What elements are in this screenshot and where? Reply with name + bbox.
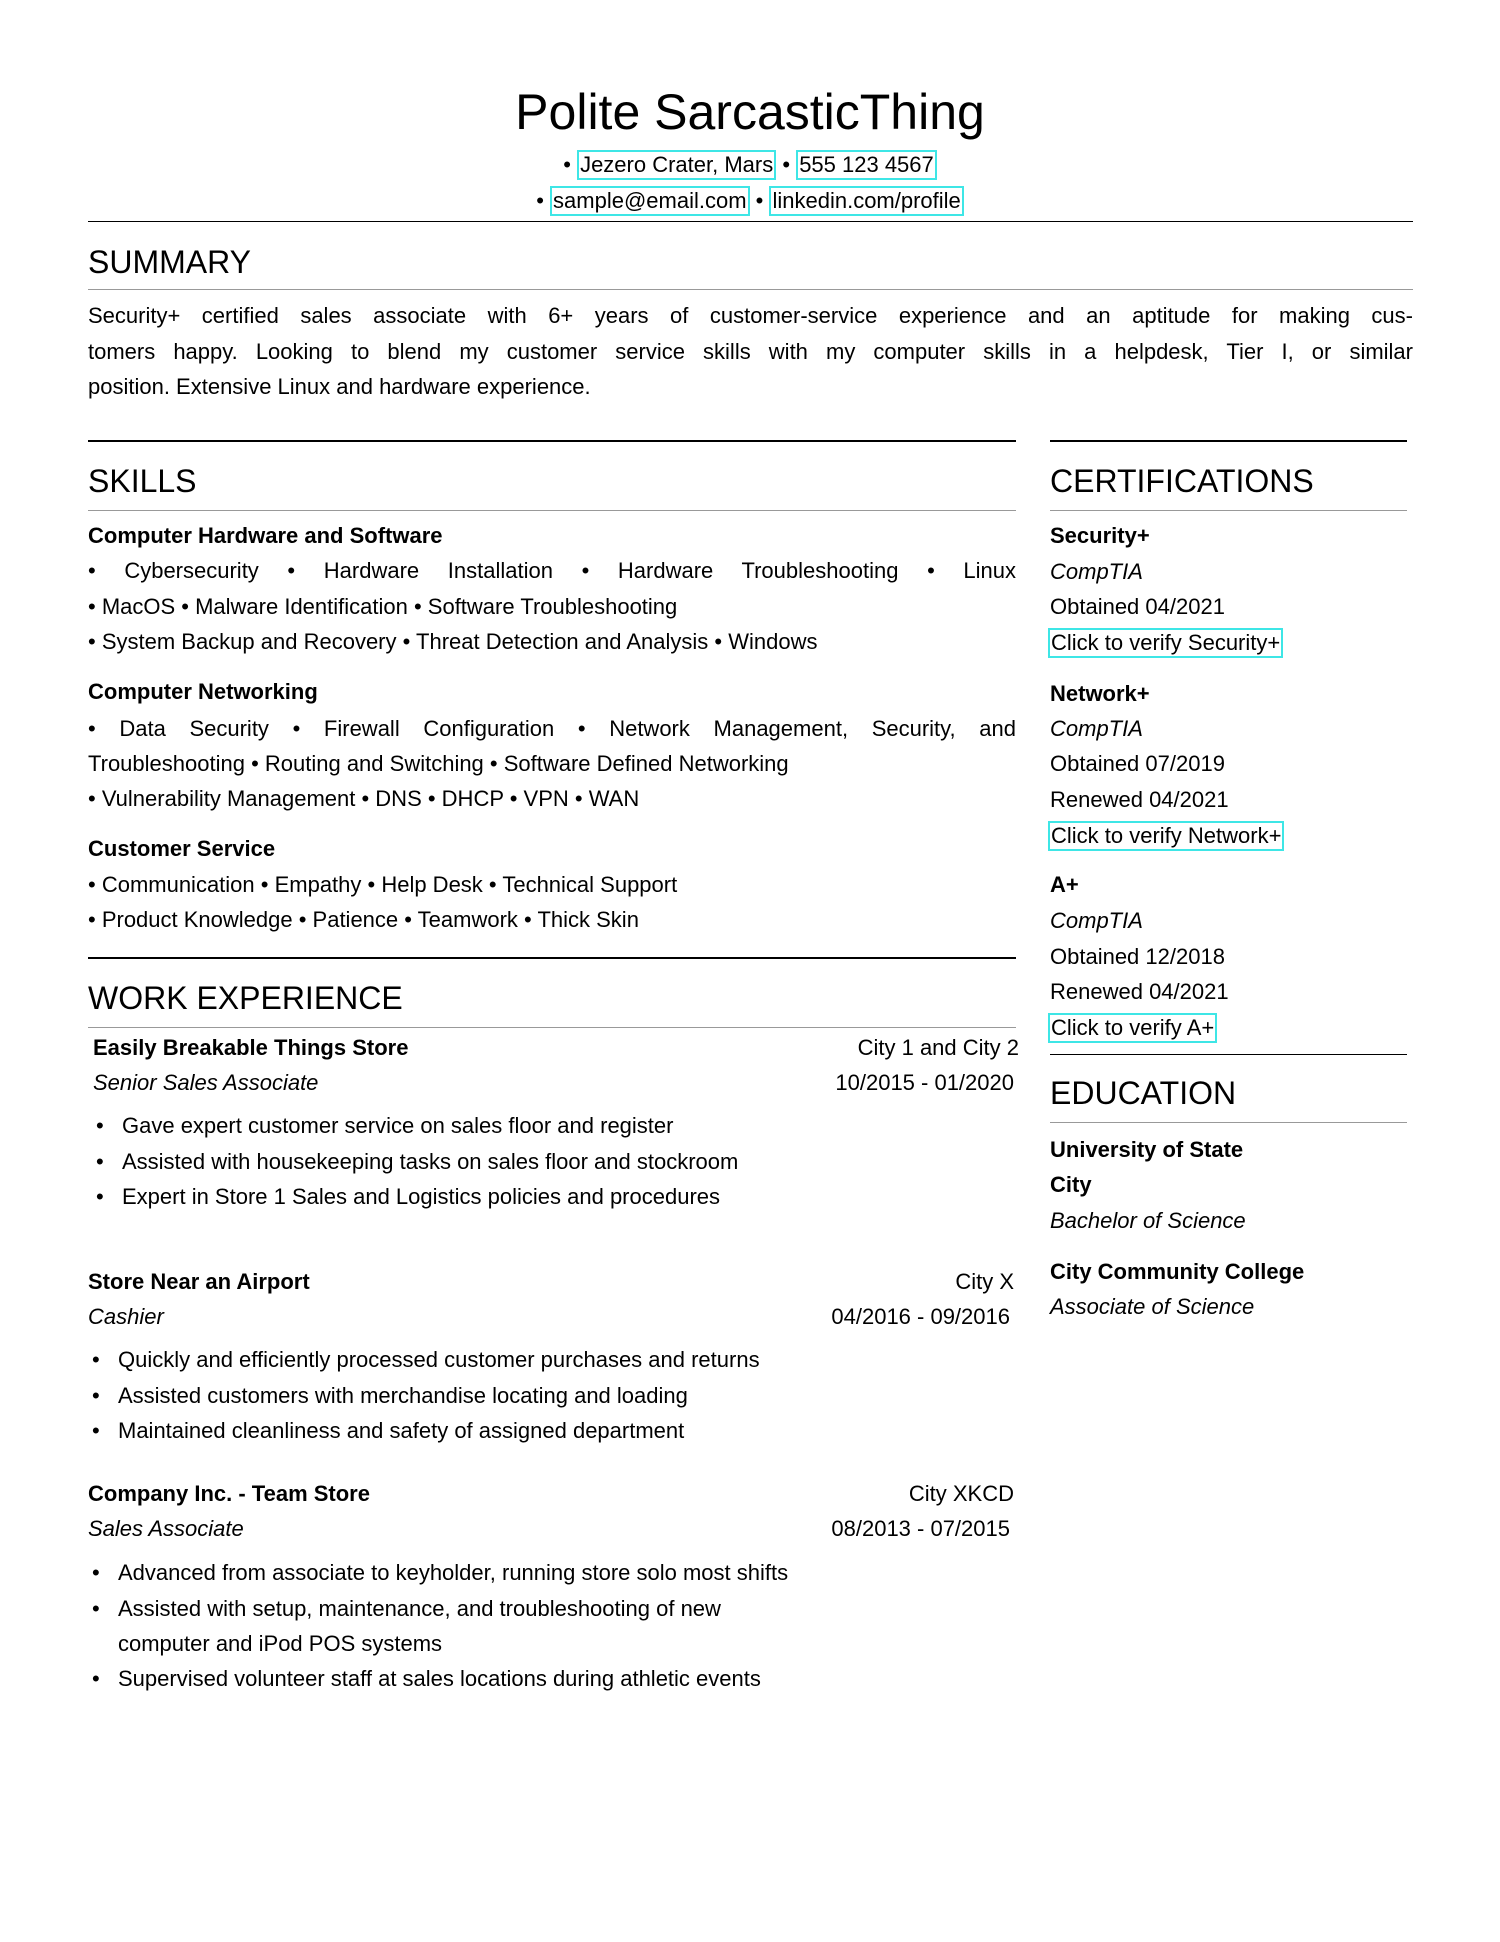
work-divider [88,1027,1016,1028]
contact-line-2 [0,183,1500,219]
skill-category-title: Computer Networking [88,679,318,704]
summary-heading: SUMMARY [88,244,251,280]
job-company: Company Inc. - Team Store [88,1481,370,1506]
school-name: City Community College [1050,1259,1305,1284]
verify-a-plus-link[interactable]: Click to verify A+ [1048,1013,1217,1043]
summary-divider [88,289,1413,290]
header-divider [88,221,1413,222]
skills-divider [88,510,1016,511]
cert-renewed: Renewed 04/2021 [1050,787,1229,812]
work-heading: WORK EXPERIENCE [88,980,403,1016]
job-bullet: Assisted with setup, maintenance, and troubleshooting of new [118,1596,721,1621]
job-bullet: Quickly and efficiently processed customer purchases and returns [118,1347,760,1372]
skill-line: • MacOS • Malware Identification • Software Troubleshooting [88,594,678,619]
job-location: City X [955,1269,1014,1294]
candidate-name: Polite SarcasticThing [515,84,985,140]
bullet-icon: • [96,1184,104,1209]
summary-line: position. Extensive Linux and hardware experience. [88,374,591,399]
skill-line: • Communication • Empathy • Help Desk • Technical Support [88,872,678,897]
skill-line: • Product Knowledge • Patience • Teamwork • Thick Skin [88,907,639,932]
verify-security-plus-link[interactable]: Click to verify Security+ [1048,628,1283,658]
job-bullet: Assisted with housekeeping tasks on sales floor and stockroom [122,1149,739,1174]
phone-link[interactable]: 555 123 4567 [796,150,937,180]
separator: • [536,188,544,213]
cert-top-rule [1050,440,1407,442]
skills-heading: SKILLS [88,463,197,499]
bullet-icon: • [92,1560,100,1585]
degree: Associate of Science [1050,1294,1255,1319]
skill-category-title: Customer Service [88,836,276,861]
job-company: Store Near an Airport [88,1269,310,1294]
skill-line: • System Backup and Recovery • Threat Detection and Analysis • Windows [88,629,818,654]
job-bullet: Expert in Store 1 Sales and Logistics policies and procedures [122,1184,721,1209]
job-dates: 08/2013 - 07/2015 [831,1516,1010,1541]
skill-line: • Vulnerability Management • DNS • DHCP • VPN • WAN [88,786,640,811]
skill-line: • Data Security • Firewall Configuration • Network Management, Security, and [88,716,1016,741]
job-title: Cashier [88,1304,164,1329]
school-name: University of State [1050,1137,1244,1162]
job-company: Easily Breakable Things Store [93,1035,409,1060]
skill-line: Troubleshooting • Routing and Switching • Software Defined Networking [88,751,789,776]
job-bullet: Gave expert customer service on sales floor and register [122,1113,674,1138]
location-link[interactable]: Jezero Crater, Mars [577,150,776,180]
work-top-rule [88,957,1016,959]
job-location: City 1 and City 2 [857,1035,1019,1060]
bullet-icon: • [96,1149,104,1174]
cert-name: A+ [1050,872,1079,897]
verify-network-plus-link[interactable]: Click to verify Network+ [1048,821,1284,851]
job-title: Sales Associate [88,1516,244,1541]
cert-obtained: Obtained 04/2021 [1050,594,1225,619]
job-bullet: Assisted customers with merchandise locating and loading [118,1383,688,1408]
cert-issuer: CompTIA [1050,559,1143,584]
separator: • [563,152,571,177]
skill-line: • Cybersecurity • Hardware Installation • Hardware Troubleshooting • Linux [88,558,1016,583]
separator: • [782,152,791,177]
cert-issuer: CompTIA [1050,716,1143,741]
cert-name: Network+ [1050,681,1150,706]
education-divider [1050,1122,1407,1123]
job-bullet: Maintained cleanliness and safety of assigned department [118,1418,685,1443]
cert-obtained: Obtained 07/2019 [1050,751,1225,776]
bullet-icon: • [92,1596,100,1621]
job-bullet: Supervised volunteer staff at sales locations during athletic events [118,1666,761,1691]
job-dates: 10/2015 - 01/2020 [835,1070,1014,1095]
skills-top-rule [88,440,1016,442]
cert-name: Security+ [1050,523,1150,548]
bullet-icon: • [92,1418,100,1443]
cert-divider [1050,510,1407,511]
job-title: Senior Sales Associate [93,1070,319,1095]
bullet-icon: • [92,1347,100,1372]
job-bullet-continuation: computer and iPod POS systems [118,1631,443,1656]
bullet-icon: • [92,1666,100,1691]
summary-line: Security+ certified sales associate with 6+ years of customer-service experience and an aptitude for making cus- [88,303,1413,328]
certifications-heading: CERTIFICATIONS [1050,463,1314,499]
education-top-rule [1050,1054,1407,1055]
cert-issuer: CompTIA [1050,908,1143,933]
job-dates: 04/2016 - 09/2016 [831,1304,1010,1329]
job-bullet: Advanced from associate to keyholder, running store solo most shifts [118,1560,789,1585]
bullet-icon: • [96,1113,104,1138]
bullet-icon: • [92,1383,100,1408]
email-link[interactable]: sample@email.com [550,186,750,216]
degree: Bachelor of Science [1050,1208,1246,1233]
job-location: City XKCD [908,1481,1014,1506]
linkedin-link[interactable]: linkedin.com/profile [769,186,963,216]
education-heading: EDUCATION [1050,1075,1237,1111]
skill-category-title: Computer Hardware and Software [88,523,443,548]
cert-renewed: Renewed 04/2021 [1050,979,1229,1004]
contact-line-1 [0,147,1500,183]
school-name-line-2: City [1050,1172,1092,1197]
separator: • [755,188,764,213]
cert-obtained: Obtained 12/2018 [1050,944,1225,969]
summary-line: tomers happy. Looking to blend my customer service skills with my computer skills in a helpdesk, Tier I, or similar [88,339,1413,364]
